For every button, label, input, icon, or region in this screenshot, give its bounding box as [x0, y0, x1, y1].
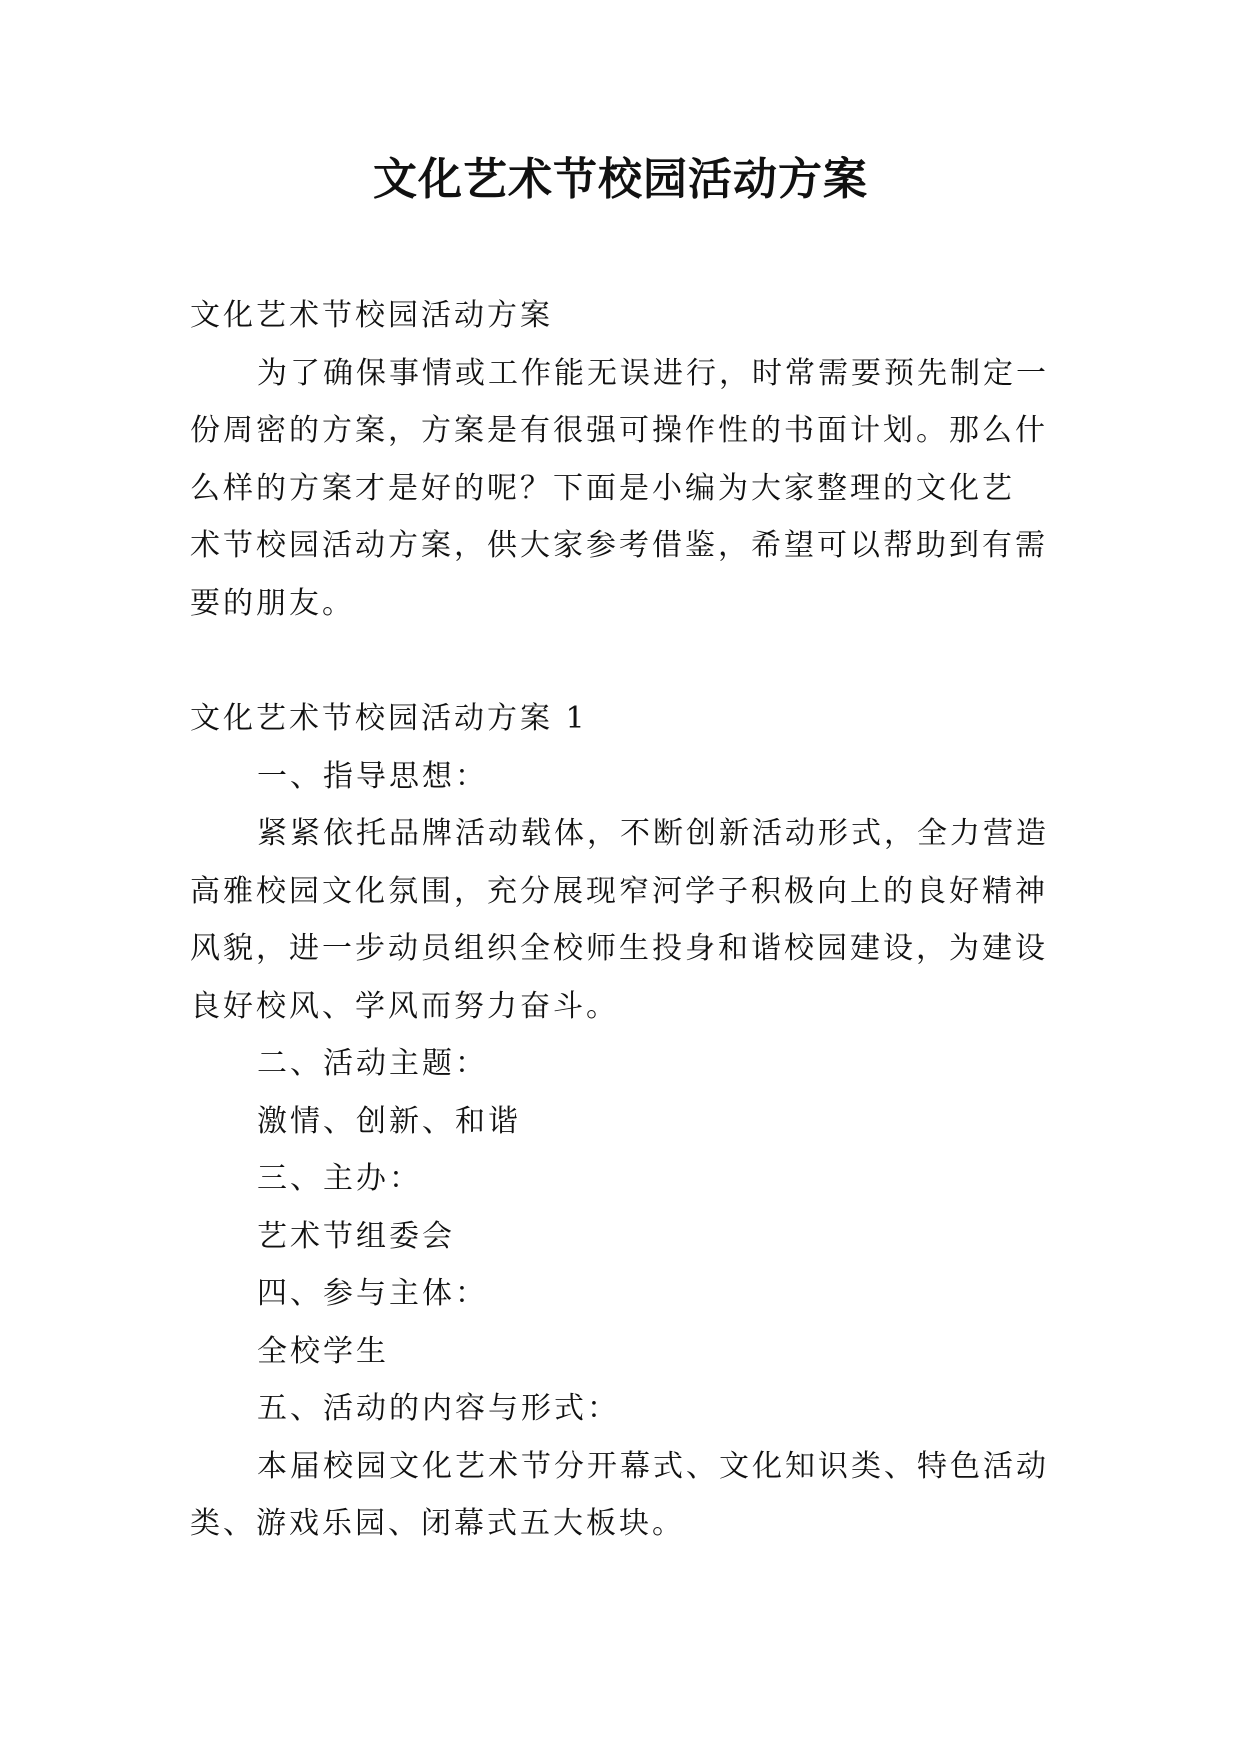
guiding-paragraph-line: 良好校风、学风而努力奋斗。: [190, 988, 619, 1024]
host-label: 三、主办：: [257, 1161, 422, 1196]
intro-paragraph-line: 术节校园活动方案，供大家参考借鉴，希望可以帮助到有需: [190, 528, 1048, 563]
host-value: 艺术节组委会: [257, 1218, 455, 1254]
intro-paragraph-line: 么样的方案才是好的呢？下面是小编为大家整理的文化艺: [190, 470, 1015, 506]
section-heading: 文化艺术节校园活动方案 1: [190, 701, 588, 736]
intro-heading: 文化艺术节校园活动方案: [190, 298, 553, 333]
guiding-paragraph-line: 风貌，进一步动员组织全校师生投身和谐校园建设，为建设: [190, 931, 1048, 966]
theme-label: 二、活动主题：: [257, 1046, 488, 1081]
plan-section: [190, 690, 1050, 1553]
content-paragraph-line: 本届校园文化艺术节分开幕式、文化知识类、特色活动: [257, 1448, 1049, 1484]
guiding-paragraph-line: 高雅校园文化氛围，充分展现窄河学子积极向上的良好精神: [190, 873, 1048, 909]
intro-paragraph-line: 份周密的方案，方案是有很强可操作性的书面计划。那么什: [190, 413, 1048, 448]
intro-paragraph-line: 要的朋友。: [190, 585, 355, 621]
participants-value: 全校学生: [257, 1333, 389, 1369]
content-label: 五、活动的内容与形式：: [257, 1391, 620, 1426]
document-title: 文化艺术节校园活动方案: [373, 154, 868, 205]
intro-paragraph-line: 为了确保事情或工作能无误进行，时常需要预先制定一: [257, 355, 1049, 391]
intro-section: [190, 287, 1050, 632]
guiding-paragraph-line: 紧紧依托品牌活动载体，不断创新活动形式，全力营造: [257, 816, 1049, 851]
theme-value: 激情、创新、和谐: [257, 1103, 521, 1139]
participants-label: 四、参与主体：: [257, 1276, 488, 1311]
content-paragraph-line: 类、游戏乐园、闭幕式五大板块。: [190, 1506, 685, 1541]
guiding-label: 一、指导思想：: [257, 758, 488, 794]
